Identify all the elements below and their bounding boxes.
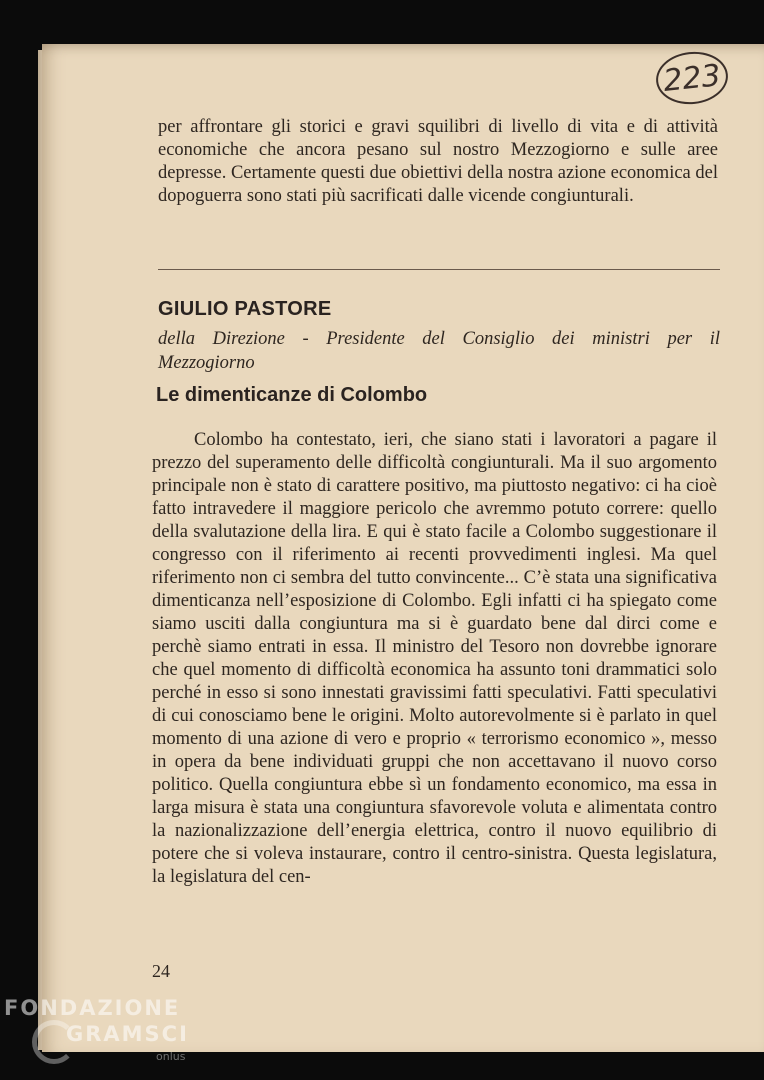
- body-paragraph: Colombo ha contestato, ieri, che siano stati i lavoratori a pagare il prezzo del superamento delle difficoltà congiunturali. Ma il suo argomento principale non è stato di carattere positivo, ma piuttosto negativo: ci ha cioè fatto intravedere il maggiore pericolo che avremmo potuto correre: quello della svalutazione della lira. E qui è stato facile a Colombo suggestionare il congresso con il riferimento ai recenti provvedimenti inglesi. Ma quel riferimento non ci sembra del tutto convincente... C’è stata una significativa dimenticanza nell’esposizione di Colombo. Egli infatti ci ha spiegato come siamo usciti dalla congiuntura ma si è guardato bene dal dirci come e perchè siamo entrati in essa. Il ministro del Tesoro non dovrebbe ignorare che quel momento di difficoltà economica ha assunto toni drammatici solo perché in esso si sono innestati gravissimi fatti speculativi. Fatti speculativi di cui conosciamo bene le origini. Molto autorevolmente si è parlato in quel momento di una azione di vero e proprio « terrorismo economico », messo in opera da bene individuati gruppi che non accettavano il nuovo corso politico. Quella congiuntura ebbe sì un fondamento economico, ma essa in larga misura è stata una congiuntura sfavorevole voluta e alimentata contro la nazionalizzazione dell’energia elettrica, contro il nuovo equilibrio di potere che si voleva instaurare, contro il centro-sinistra. Questa legislatura, la legislatura del cen-: [152, 430, 717, 887]
- author-role: [158, 327, 720, 375]
- intro-paragraph: per affrontare gli storici e gravi squilibri di livello di vita e di attività economiche che ancora pesano sul nostro Mezzogiorno e sulle aree depresse. Certamente questi due obiettivi della nostra azione economica del dopoguerra sono stati più sacrificati dalle vicende congiunturali.: [158, 117, 718, 206]
- watermark-line-1: FONDAZIONE: [4, 996, 181, 1020]
- author-name: GIULIO PASTORE: [158, 298, 332, 320]
- document-page: [42, 44, 764, 1052]
- section-title: Le dimenticanze di Colombo: [156, 384, 428, 406]
- watermark-line-3: onlus: [156, 1050, 186, 1063]
- archive-number-stamp: [653, 48, 730, 107]
- body-text: [152, 429, 717, 889]
- page-number: 24: [152, 961, 170, 981]
- section-divider: [158, 269, 720, 270]
- archive-number: 223: [661, 57, 723, 99]
- author-role-line-2: Mezzogiorno: [158, 353, 255, 373]
- author-role-line-1: della Direzione - Presidente del Consiglio dei ministri per il: [158, 329, 720, 349]
- watermark-line-2: GRAMSCI: [66, 1022, 189, 1046]
- watermark: [4, 996, 204, 1076]
